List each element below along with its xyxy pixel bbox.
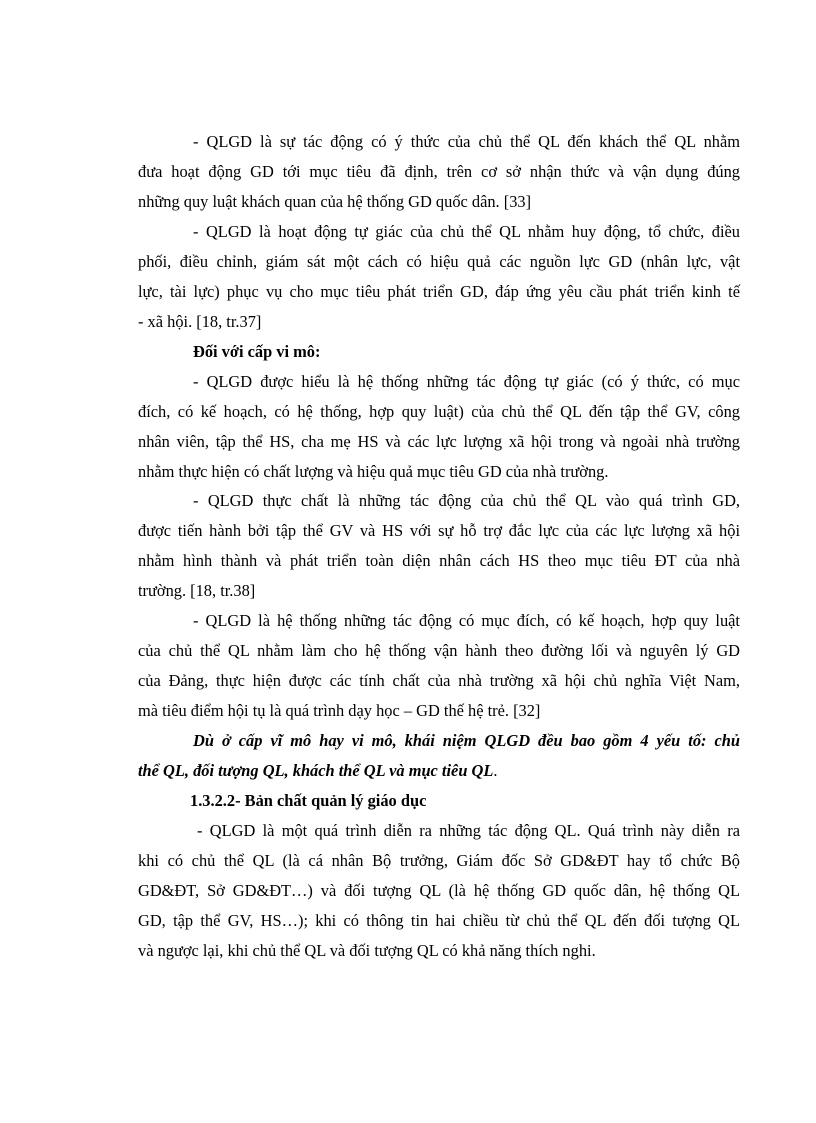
paragraph-4-line-3: nhằm hình thành và phát triển toàn diện nhân cách HS theo mục tiêu ĐT của nhà xyxy=(138,551,740,570)
paragraph-5-line-2: của chủ thể QL nhằm làm cho hệ thống vận hành theo đường lối và nguyên lý GD xyxy=(138,641,740,660)
paragraph-6-line-5: và ngược lại, khi chủ thể QL và đối tượng QL có khả năng thích nghi. xyxy=(138,941,596,960)
paragraph-4-line-2: được tiến hành bởi tập thể GV và HS với sự hỗ trợ đắc lực của các lực lượng xã hội xyxy=(138,521,740,540)
paragraph-1-line-1: - QLGD là sự tác động có ý thức của chủ thể QL đến khách thể QL nhằm xyxy=(193,132,740,151)
paragraph-2-line-1: - QLGD là hoạt động tự giác của chủ thể QL nhằm huy động, tổ chức, điều xyxy=(193,222,740,241)
paragraph-1-line-2: đưa hoạt động GD tới mục tiêu đã định, trên cơ sở nhận thức và vận dụng đúng xyxy=(138,162,740,181)
section-heading-1-3-2-2: 1.3.2.2- Bản chất quản lý giáo dục xyxy=(190,791,427,810)
paragraph-2-line-2: phối, điều chỉnh, giám sát một cách có hiệu quả các nguồn lực GD (nhân lực, vật xyxy=(138,252,740,271)
summary-line-2 xyxy=(138,761,740,781)
paragraph-5-line-3: của Đảng, thực hiện được các tính chất của nhà trường xã hội chủ nghĩa Việt Nam, xyxy=(138,671,740,690)
paragraph-2-line-3: lực, tài lực) phục vụ cho mục tiêu phát triển GD, đáp ứng yêu cầu phát triển kinh tế xyxy=(138,282,740,301)
paragraph-5-line-4: mà tiêu điểm hội tụ là quá trình dạy học – GD thế hệ trẻ. [32] xyxy=(138,701,541,720)
paragraph-4-line-4: trường. [18, tr.38] xyxy=(138,581,256,600)
paragraph-6-line-1: - QLGD là một quá trình diễn ra những tác động QL. Quá trình này diễn ra xyxy=(197,821,740,840)
paragraph-3-line-1: - QLGD được hiểu là hệ thống những tác động tự giác (có ý thức, có mục xyxy=(193,372,740,391)
paragraph-3-line-4: nhằm thực hiện có chất lượng và hiệu quả mục tiêu GD của nhà trường. xyxy=(138,462,609,481)
paragraph-5-line-1: - QLGD là hệ thống những tác động có mục đích, có kế hoạch, hợp quy luật xyxy=(193,611,740,630)
summary-line-2-text: thể QL, đối tượng QL, khách thể QL và mục tiêu QL xyxy=(138,761,494,780)
paragraph-2-line-4: - xã hội. [18, tr.37] xyxy=(138,312,262,331)
paragraph-3-line-3: nhân viên, tập thể HS, cha mẹ HS và các lực lượng xã hội trong và ngoài nhà trường xyxy=(138,432,740,451)
paragraph-1-line-3: những quy luật khách quan của hệ thống GD quốc dân. [33] xyxy=(138,192,532,211)
paragraph-6-line-2: khi có chủ thể QL (là cá nhân Bộ trưởng, Giám đốc Sở GD&ĐT hay tổ chức Bộ xyxy=(138,851,740,870)
paragraph-6-line-4: GD, tập thể GV, HS…); khi có thông tin hai chiều từ chủ thể QL đến đối tượng QL xyxy=(138,911,740,930)
paragraph-4-line-1: - QLGD thực chất là những tác động của chủ thể QL vào quá trình GD, xyxy=(193,491,740,510)
heading-micro-level: Đối với cấp vi mô: xyxy=(193,342,321,361)
paragraph-3-line-2: đích, có kế hoạch, có hệ thống, hợp quy luật) của chủ thể QL đến tập thể GV, công xyxy=(138,402,740,421)
summary-line-1: Dù ở cấp vĩ mô hay vi mô, khái niệm QLGD đều bao gồm 4 yếu tố: chủ xyxy=(193,731,740,750)
summary-line-2-end: . xyxy=(493,761,498,780)
paragraph-6-line-3: GD&ĐT, Sở GD&ĐT…) và đối tượng QL (là hệ thống GD quốc dân, hệ thống QL xyxy=(138,881,740,900)
